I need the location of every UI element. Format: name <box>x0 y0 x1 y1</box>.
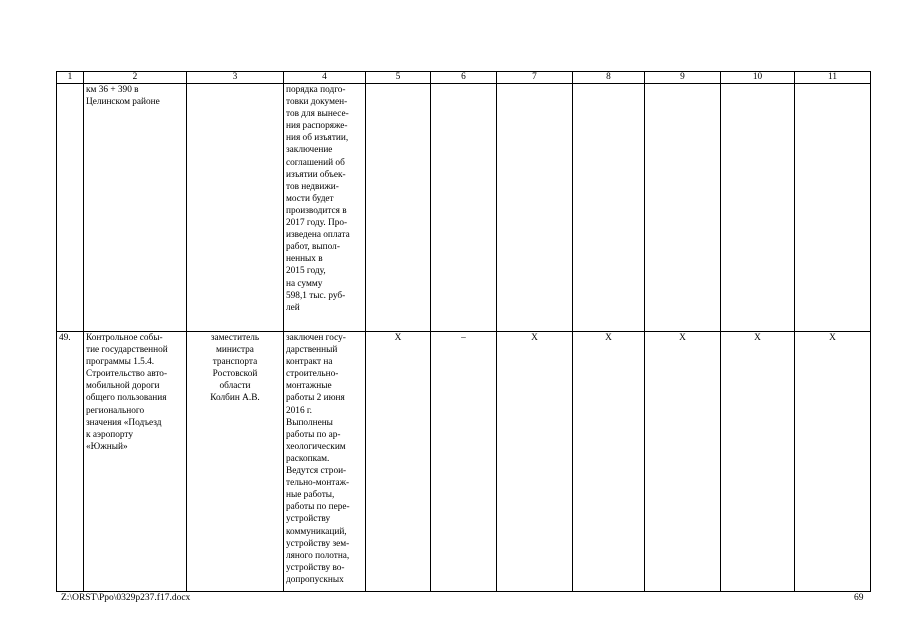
col8-cell <box>573 84 645 332</box>
footer-file-path: Z:\ORST\Ppo\0329p237.f17.docx <box>61 593 191 603</box>
header-cell-10: 10 <box>721 72 795 84</box>
status-cell: порядка подго- товки докумен- тов для вынесе- ния распоряже- ния об изъятии, заключение соглашений об изъятии объек- тов недвижи- мости будет производится в 2017 году. Про- изведена оплата работ, выпол- ненных в 2015 году, на сумму 598,1 тыс. руб- лей <box>284 84 366 332</box>
table-row-49 <box>57 332 871 592</box>
event-cell: км 36 + 390 в Целинском районе <box>84 84 187 332</box>
responsible-cell: заместитель министра транспорта Ростовской области Колбин А.В. <box>187 332 284 592</box>
col10-cell <box>721 84 795 332</box>
table-header-row <box>57 72 871 84</box>
header-cell-4: 4 <box>284 72 366 84</box>
header-cell-3: 3 <box>187 72 284 84</box>
status-cell: заключен госу- дарственный контракт на строительно- монтажные работы 2 июня 2016 г. Выполнены работы по ар- хеологическим раскопкам. Ведутся строи- тельно-монтаж- ные работы, работы по пере- устройству коммуникаций, устройству зем- ляного полотна, устройству во- допропускных <box>284 332 366 592</box>
header-cell-5: 5 <box>366 72 431 84</box>
col6-cell <box>431 84 497 332</box>
col7-mark: X <box>497 332 573 592</box>
col9-mark: X <box>645 332 721 592</box>
header-cell-6: 6 <box>431 72 497 84</box>
col7-cell <box>497 84 573 332</box>
header-cell-7: 7 <box>497 72 573 84</box>
table-row-continued <box>57 84 871 332</box>
col8-mark: X <box>573 332 645 592</box>
header-cell-1: 1 <box>57 72 84 84</box>
footer-page-number: 69 <box>854 593 864 603</box>
event-cell: Контрольное собы- тие государственной программы 1.5.4. Строительство авто- мобильной дороги общего пользования регионального значения «Подъезд к аэропорту «Южный» <box>84 332 187 592</box>
header-cell-8: 8 <box>573 72 645 84</box>
col6-mark: – <box>431 332 497 592</box>
col11-mark: X <box>795 332 871 592</box>
header-cell-9: 9 <box>645 72 721 84</box>
responsible-cell <box>187 84 284 332</box>
col5-cell <box>366 84 431 332</box>
col5-mark: X <box>366 332 431 592</box>
row-number-cell <box>57 84 84 332</box>
header-cell-2: 2 <box>84 72 187 84</box>
col11-cell <box>795 84 871 332</box>
col10-mark: X <box>721 332 795 592</box>
row-number-cell: 49. <box>57 332 84 592</box>
report-table <box>56 71 871 592</box>
col9-cell <box>645 84 721 332</box>
header-cell-11: 11 <box>795 72 871 84</box>
